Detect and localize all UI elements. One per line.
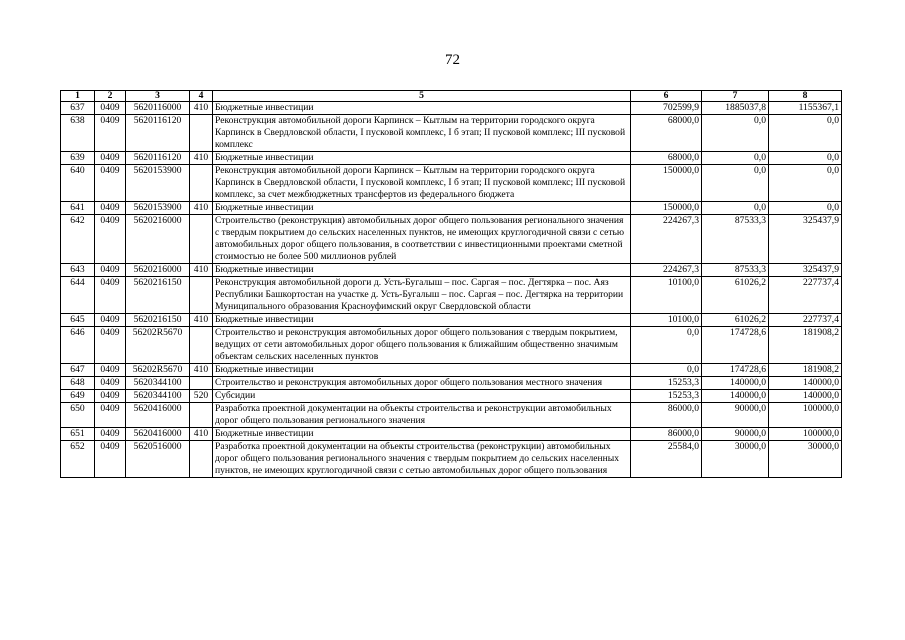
- description-cell: Строительство и реконструкция автомобильных дорог общего пользования местного значения: [213, 377, 631, 390]
- row-number-cell: 642: [61, 215, 95, 264]
- header-col-2: 2: [95, 91, 126, 102]
- target-code-cell: 5620116000: [126, 102, 190, 115]
- amount-year-3-cell: 140000,0: [769, 377, 842, 390]
- amount-year-3-cell: 30000,0: [769, 441, 842, 478]
- table-body: [61, 102, 842, 478]
- description-cell: Реконструкция автомобильной дороги д. Усть-Бугалыш – пос. Саргая – пос. Дегтярка – пос. Аяз Республики Башкортостан на участке д. Усть-Бугалыш – пос. Саргая – пос. Дегтярка на территории Муниципального образования Красноуфимский округ Свердловской области: [213, 277, 631, 314]
- section-code-cell: 0409: [95, 403, 126, 428]
- description-cell: Бюджетные инвестиции: [213, 102, 631, 115]
- table-row: [61, 102, 842, 115]
- row-number-cell: 651: [61, 428, 95, 441]
- amount-year-1-cell: 86000,0: [631, 428, 702, 441]
- section-code-cell: 0409: [95, 202, 126, 215]
- table-row: [61, 403, 842, 428]
- amount-year-2-cell: 61026,2: [702, 277, 769, 314]
- description-cell: Разработка проектной документации на объекты строительства и реконструкции автомобильных дорог общего пользования регионального значения: [213, 403, 631, 428]
- amount-year-3-cell: 227737,4: [769, 277, 842, 314]
- expense-type-cell: [190, 165, 213, 202]
- description-cell: Строительство и реконструкция автомобильных дорог общего пользования с твердым покрытием, ведущих от сети автомобильных дорог общего пользования к ближайшим общественно значимым объектам сельских населенных пунктов: [213, 327, 631, 364]
- header-col-1: 1: [61, 91, 95, 102]
- amount-year-1-cell: 702599,9: [631, 102, 702, 115]
- row-number-cell: 650: [61, 403, 95, 428]
- amount-year-2-cell: 174728,6: [702, 364, 769, 377]
- table-row: [61, 165, 842, 202]
- amount-year-3-cell: 0,0: [769, 202, 842, 215]
- amount-year-1-cell: 224267,3: [631, 215, 702, 264]
- description-cell: Разработка проектной документации на объекты строительства (реконструкции) автомобильных дорог общего пользования регионального значения с твердым покрытием до сельских населенных пунктов, не имеющих круглогодичной связи с сетью автомобильных дорог общего пользования: [213, 441, 631, 478]
- table-row: [61, 441, 842, 478]
- amount-year-2-cell: 0,0: [702, 115, 769, 152]
- amount-year-2-cell: 87533,3: [702, 215, 769, 264]
- amount-year-2-cell: 0,0: [702, 165, 769, 202]
- expense-type-cell: 410: [190, 102, 213, 115]
- description-cell: Бюджетные инвестиции: [213, 364, 631, 377]
- expense-type-cell: [190, 115, 213, 152]
- target-code-cell: 5620516000: [126, 441, 190, 478]
- row-number-cell: 637: [61, 102, 95, 115]
- amount-year-2-cell: 90000,0: [702, 428, 769, 441]
- description-cell: Реконструкция автомобильной дороги Карпинск – Кытлым на территории городского округа Карпинск в Свердловской области, I пусковой комплекс, I б этап; II пусковой комплекс; III пусковой комплекс, за счет межбюджетных трансфертов из федерального бюджета: [213, 165, 631, 202]
- amount-year-3-cell: 325437,9: [769, 264, 842, 277]
- expense-type-cell: 520: [190, 390, 213, 403]
- amount-year-2-cell: 1885037,8: [702, 102, 769, 115]
- target-code-cell: 5620216000: [126, 264, 190, 277]
- row-number-cell: 647: [61, 364, 95, 377]
- description-cell: Бюджетные инвестиции: [213, 264, 631, 277]
- expense-type-cell: [190, 403, 213, 428]
- expense-type-cell: [190, 215, 213, 264]
- amount-year-3-cell: 0,0: [769, 152, 842, 165]
- target-code-cell: 5620216000: [126, 215, 190, 264]
- section-code-cell: 0409: [95, 377, 126, 390]
- section-code-cell: 0409: [95, 152, 126, 165]
- expense-type-cell: 410: [190, 428, 213, 441]
- amount-year-3-cell: 181908,2: [769, 364, 842, 377]
- description-cell: Субсидии: [213, 390, 631, 403]
- description-cell: Бюджетные инвестиции: [213, 202, 631, 215]
- target-code-cell: 5620116120: [126, 152, 190, 165]
- amount-year-2-cell: 87533,3: [702, 264, 769, 277]
- amount-year-3-cell: 181908,2: [769, 327, 842, 364]
- amount-year-3-cell: 140000,0: [769, 390, 842, 403]
- expense-type-cell: 410: [190, 152, 213, 165]
- row-number-cell: 644: [61, 277, 95, 314]
- target-code-cell: 5620344100: [126, 377, 190, 390]
- row-number-cell: 645: [61, 314, 95, 327]
- header-col-6: 6: [631, 91, 702, 102]
- target-code-cell: 5620344100: [126, 390, 190, 403]
- section-code-cell: 0409: [95, 102, 126, 115]
- amount-year-2-cell: 174728,6: [702, 327, 769, 364]
- row-number-cell: 646: [61, 327, 95, 364]
- amount-year-3-cell: 0,0: [769, 115, 842, 152]
- table-row: [61, 364, 842, 377]
- amount-year-2-cell: 0,0: [702, 202, 769, 215]
- description-cell: Бюджетные инвестиции: [213, 428, 631, 441]
- amount-year-1-cell: 68000,0: [631, 115, 702, 152]
- amount-year-1-cell: 224267,3: [631, 264, 702, 277]
- amount-year-3-cell: 100000,0: [769, 403, 842, 428]
- amount-year-3-cell: 100000,0: [769, 428, 842, 441]
- amount-year-3-cell: 325437,9: [769, 215, 842, 264]
- amount-year-2-cell: 140000,0: [702, 377, 769, 390]
- table-row: [61, 202, 842, 215]
- amount-year-1-cell: 150000,0: [631, 202, 702, 215]
- expense-type-cell: 410: [190, 314, 213, 327]
- section-code-cell: 0409: [95, 215, 126, 264]
- description-cell: Бюджетные инвестиции: [213, 314, 631, 327]
- section-code-cell: 0409: [95, 264, 126, 277]
- table-row: [61, 390, 842, 403]
- description-cell: Строительство (реконструкция) автомобильных дорог общего пользования регионального значения с твердым покрытием до сельских населенных пунктов, не имеющих круглогодичной связи с сетью автомобильных дорог общего пользования, в соответствии с инвестиционными проектами сметной стоимостью не более 500 миллионов рублей: [213, 215, 631, 264]
- table-row: [61, 277, 842, 314]
- amount-year-1-cell: 150000,0: [631, 165, 702, 202]
- row-number-cell: 640: [61, 165, 95, 202]
- amount-year-1-cell: 15253,3: [631, 390, 702, 403]
- row-number-cell: 652: [61, 441, 95, 478]
- budget-table: [60, 90, 842, 478]
- section-code-cell: 0409: [95, 441, 126, 478]
- section-code-cell: 0409: [95, 277, 126, 314]
- row-number-cell: 641: [61, 202, 95, 215]
- amount-year-2-cell: 0,0: [702, 152, 769, 165]
- description-cell: Бюджетные инвестиции: [213, 152, 631, 165]
- amount-year-1-cell: 10100,0: [631, 277, 702, 314]
- amount-year-1-cell: 86000,0: [631, 403, 702, 428]
- header-col-7: 7: [702, 91, 769, 102]
- amount-year-2-cell: 140000,0: [702, 390, 769, 403]
- row-number-cell: 638: [61, 115, 95, 152]
- expense-type-cell: 410: [190, 264, 213, 277]
- amount-year-2-cell: 90000,0: [702, 403, 769, 428]
- section-code-cell: 0409: [95, 165, 126, 202]
- target-code-cell: 5620153900: [126, 165, 190, 202]
- expense-type-cell: 410: [190, 202, 213, 215]
- section-code-cell: 0409: [95, 364, 126, 377]
- amount-year-1-cell: 10100,0: [631, 314, 702, 327]
- table-row: [61, 115, 842, 152]
- table-row: [61, 264, 842, 277]
- row-number-cell: 648: [61, 377, 95, 390]
- header-col-5: 5: [213, 91, 631, 102]
- amount-year-3-cell: 227737,4: [769, 314, 842, 327]
- expense-type-cell: [190, 377, 213, 390]
- table-row: [61, 215, 842, 264]
- amount-year-1-cell: 68000,0: [631, 152, 702, 165]
- section-code-cell: 0409: [95, 390, 126, 403]
- row-number-cell: 643: [61, 264, 95, 277]
- section-code-cell: 0409: [95, 314, 126, 327]
- amount-year-1-cell: 0,0: [631, 364, 702, 377]
- table-row: [61, 314, 842, 327]
- target-code-cell: 56202R5670: [126, 364, 190, 377]
- amount-year-1-cell: 15253,3: [631, 377, 702, 390]
- table-row: [61, 152, 842, 165]
- amount-year-2-cell: 61026,2: [702, 314, 769, 327]
- target-code-cell: 5620153900: [126, 202, 190, 215]
- target-code-cell: 5620216150: [126, 314, 190, 327]
- table-row: [61, 428, 842, 441]
- table-row: [61, 377, 842, 390]
- header-row: [61, 91, 842, 102]
- target-code-cell: 5620116120: [126, 115, 190, 152]
- amount-year-3-cell: 0,0: [769, 165, 842, 202]
- expense-type-cell: [190, 327, 213, 364]
- row-number-cell: 639: [61, 152, 95, 165]
- description-cell: Реконструкция автомобильной дороги Карпинск – Кытлым на территории городского округа Карпинск в Свердловской области, I пусковой комплекс, I б этап; II пусковой комплекс; III пусковой комплекс: [213, 115, 631, 152]
- target-code-cell: 5620416000: [126, 403, 190, 428]
- expense-type-cell: [190, 441, 213, 478]
- target-code-cell: 56202R5670: [126, 327, 190, 364]
- header-col-3: 3: [126, 91, 190, 102]
- row-number-cell: 649: [61, 390, 95, 403]
- target-code-cell: 5620416000: [126, 428, 190, 441]
- expense-type-cell: [190, 277, 213, 314]
- section-code-cell: 0409: [95, 115, 126, 152]
- amount-year-1-cell: 0,0: [631, 327, 702, 364]
- amount-year-3-cell: 1155367,1: [769, 102, 842, 115]
- expense-type-cell: 410: [190, 364, 213, 377]
- table-row: [61, 327, 842, 364]
- page-number: 72: [445, 52, 460, 68]
- amount-year-2-cell: 30000,0: [702, 441, 769, 478]
- target-code-cell: 5620216150: [126, 277, 190, 314]
- section-code-cell: 0409: [95, 428, 126, 441]
- header-col-8: 8: [769, 91, 842, 102]
- section-code-cell: 0409: [95, 327, 126, 364]
- header-col-4: 4: [190, 91, 213, 102]
- amount-year-1-cell: 25584,0: [631, 441, 702, 478]
